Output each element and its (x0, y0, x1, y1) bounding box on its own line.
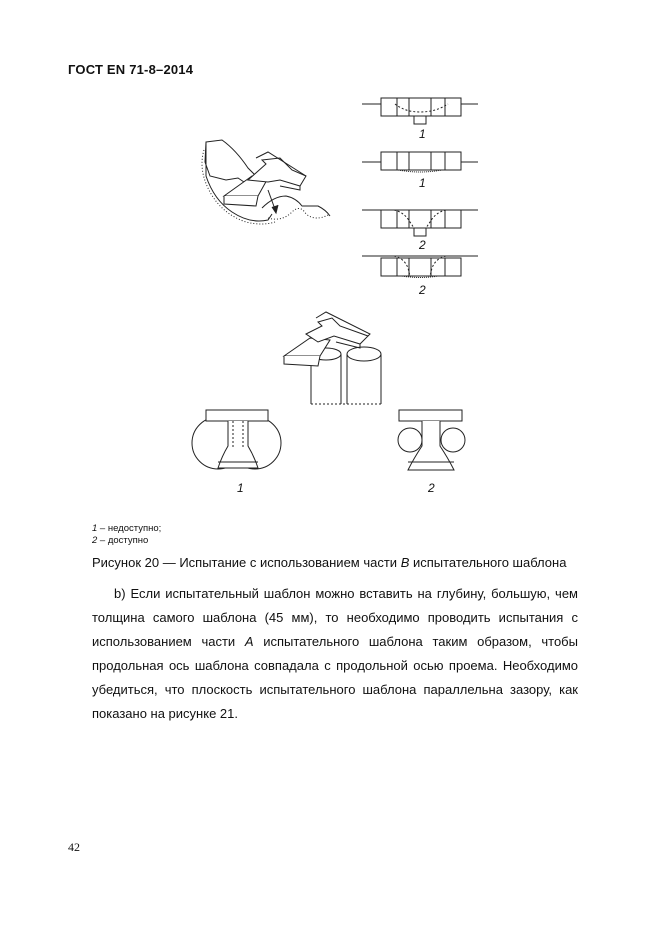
body-paragraph: b) Если испытательный шаблон можно вставить на глубину, большую, чем толщина самого шаблона (45 мм), то необходимо проводить испытания с использованием части А испытательного шаблона таким образом, чтобы продольная ось шаблона совпадала с продольной осью проема. Необходимо убедиться, что плоскость испытательного шаблона параллельна зазору, как показано на рисунке 21. (92, 586, 578, 721)
figure-label-1b: 1 (419, 176, 426, 190)
bottom-section-2 (398, 410, 465, 470)
bottom-section-1 (192, 410, 281, 469)
section-1b (362, 152, 478, 172)
figure-legend (92, 523, 161, 547)
section-2b (362, 256, 478, 278)
figure-caption: Рисунок 20 — Испытание с использованием части В испытательного шаблона (92, 555, 567, 570)
figure-label-2a: 2 (419, 238, 426, 252)
figure-label-1a: 1 (419, 127, 426, 141)
section-1a (362, 98, 478, 124)
figure-label-bottom-2: 2 (428, 481, 435, 495)
figure-label-2b: 2 (419, 283, 426, 297)
iso-gap-illustration (202, 140, 330, 224)
document-standard-header: ГОСТ EN 71-8–2014 (68, 62, 194, 77)
page-number: 42 (68, 840, 80, 854)
legend-item: 1 – недоступно; (92, 523, 162, 534)
iso-cylinders-illustration (284, 312, 381, 404)
figure-label-bottom-1: 1 (237, 481, 244, 495)
legend-item: 2 – доступно (92, 535, 149, 546)
section-2a (362, 210, 478, 236)
